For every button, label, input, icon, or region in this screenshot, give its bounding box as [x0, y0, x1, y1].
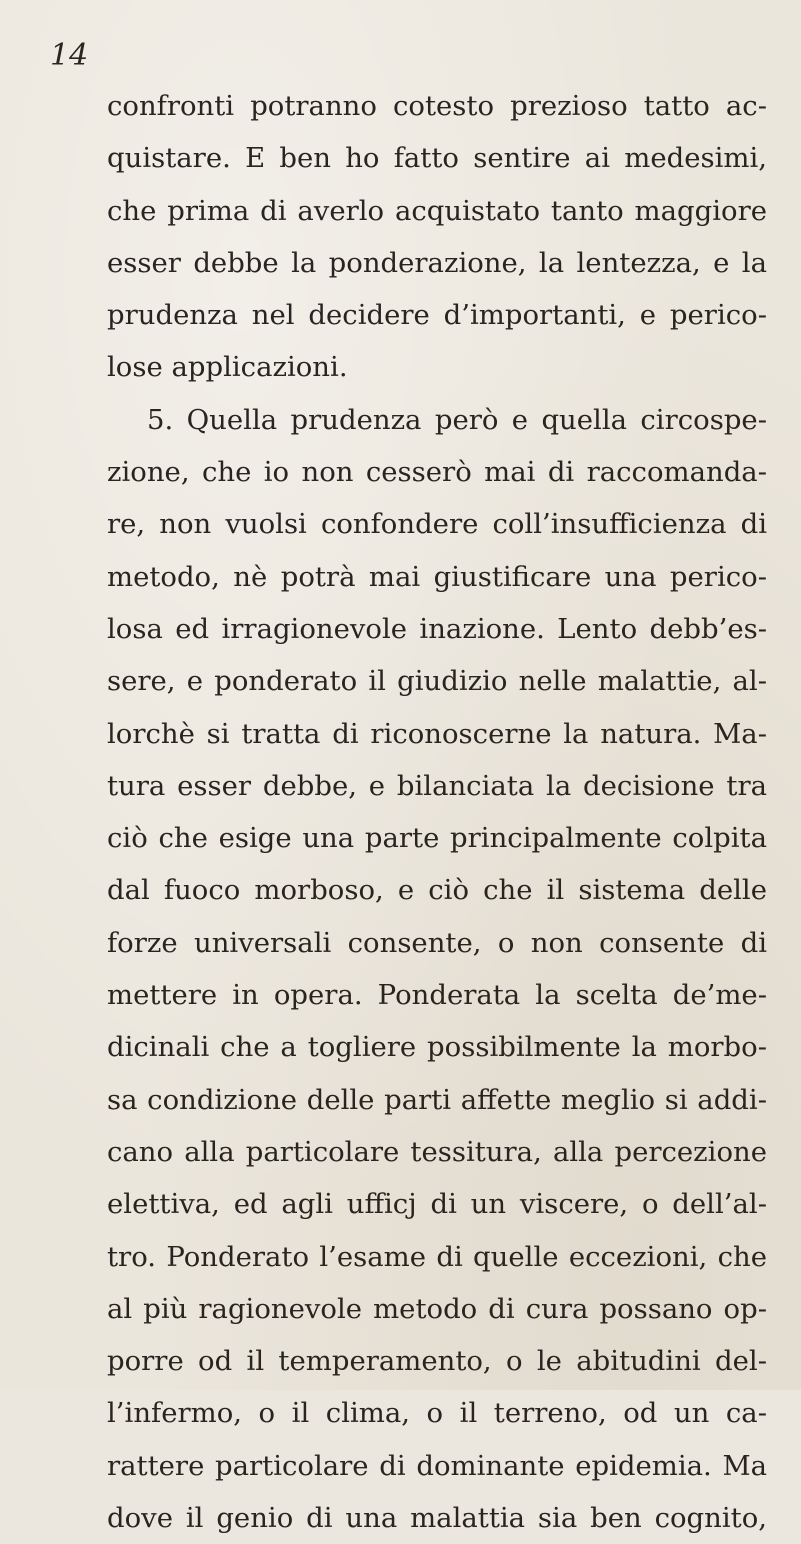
text-line: tura esser debbe, e bilanciata la decisione tra: [107, 769, 767, 802]
text-line: mettere in opera. Ponderata la scelta de’me-: [107, 979, 767, 1012]
text-line: cano alla particolare tessitura, alla percezione: [107, 1135, 767, 1168]
text-line: 5. Quella prudenza però e quella circospe-: [147, 403, 767, 436]
text-line: porre od il temperamento, o le abitudini del-: [107, 1345, 767, 1378]
text-line: sa condizione delle parti affette meglio si addi-: [107, 1083, 767, 1116]
text-line: re, non vuolsi confondere coll’insufficienza di: [107, 508, 767, 541]
text-line: al più ragionevole metodo di cura possano op-: [107, 1292, 767, 1325]
text-line: forze universali consente, o non consente di: [107, 926, 767, 959]
text-line: rattere particolare di dominante epidemia. Ma: [107, 1449, 767, 1482]
text-line: che prima di averlo acquistato tanto maggiore: [107, 194, 767, 227]
text-line: zione, che io non cesserò mai di raccomanda-: [107, 456, 767, 489]
text-line: esser debbe la ponderazione, la lentezza, e la: [107, 246, 767, 279]
text-line: dove il genio di una malattia sia ben cognito,: [107, 1502, 767, 1535]
text-line: sere, e ponderato il giudizio nelle malattie, al-: [107, 665, 767, 698]
text-line: ciò che esige una parte principalmente colpita: [107, 822, 767, 855]
text-line: losa ed irragionevole inazione. Lento debb’es-: [107, 612, 767, 645]
text-line: dicinali che a togliere possibilmente la morbo-: [107, 1031, 767, 1064]
text-line: confronti potranno cotesto prezioso tatto ac-: [107, 90, 767, 122]
text-line: quistare. E ben ho fatto sentire ai medesimi,: [107, 142, 767, 175]
text-line: metodo, nè potrà mai giustificare una perico-: [107, 560, 767, 593]
text-line: tro. Ponderato l’esame di quelle eccezioni, che: [107, 1240, 767, 1273]
text-line: elettiva, ed agli ufficj di un viscere, o dell’al-: [107, 1188, 767, 1221]
text-line: lorchè si tratta di riconoscerne la natura. Ma-: [107, 717, 767, 750]
text-line: l’infermo, o il clima, o il terreno, od un ca-: [107, 1397, 767, 1430]
text-line: lose applicazioni.: [107, 351, 348, 384]
text-line: dal fuoco morboso, e ciò che il sistema delle: [107, 874, 767, 907]
page-number: 14: [50, 38, 89, 73]
body-text: [107, 80, 767, 1544]
text-line: prudenza nel decidere d’importanti, e perico-: [107, 299, 767, 332]
